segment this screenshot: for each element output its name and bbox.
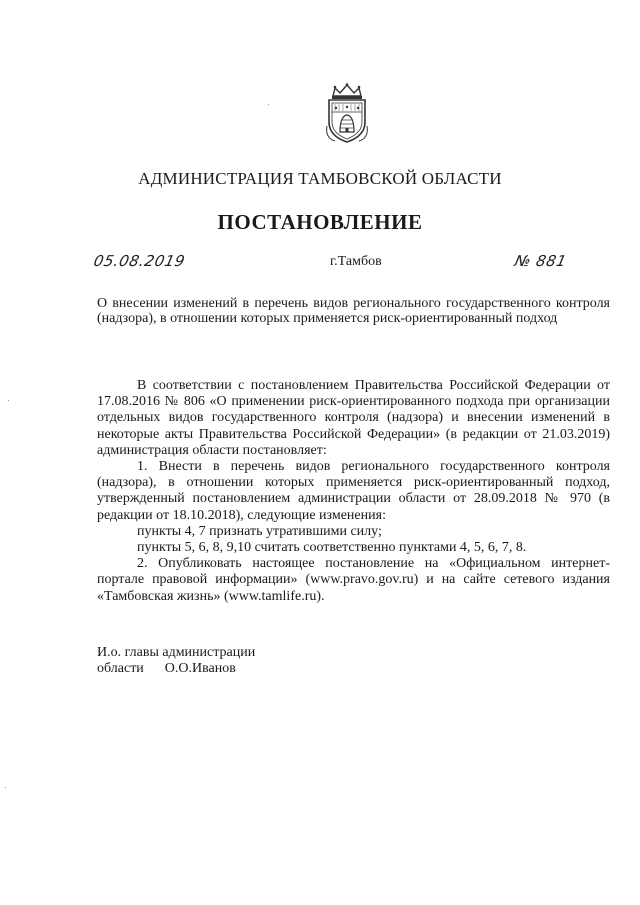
preamble-paragraph: В соответствии с постановлением Правительства Российской Федерации от 17.08.2016 № 806 «О применении риск-ориентированного подхода при организации отдельных видов государственного контроля (надзора) и внесении изменений в некоторые акты Правительства Российской Федерации» (в редакции от 21.03.2019) администрация области постановляет: [97,378,610,458]
scan-speck [268,104,269,105]
handwritten-document-number: № 881 [513,252,569,270]
signatory-name: области О.О.Иванов [97,661,236,676]
tambov-coat-of-arms-emblem [321,82,373,144]
signatory-title: И.о. главы администрации [97,645,256,660]
document-body [97,378,610,605]
scan-speck [5,787,6,788]
clause-1-item-a: пункты 4, 7 признать утратившими силу; [137,523,382,539]
clause-1-paragraph: 1. Внести в перечень видов регионального государственного контроля (надзора), в отношении которых применяется риск-ориентированный подход, утвержденный постановлением администрации области от 28.09.2018 № 970 (в редакции от 18.10.2018), следующие изменения: [97,459,610,523]
scan-speck [8,400,9,401]
clause-1-item-b: пункты 5, 6, 8, 9,10 считать соответственно пунктами 4, 5, 6, 7, 8. [137,540,527,556]
city-label: г.Тамбов [330,254,382,269]
clause-2-paragraph: 2. Опубликовать настоящее постановление на «Официальном интернет-портале правовой информации» (www.pravo.gov.ru) и на сайте сетевого издания «Тамбовская жизнь» (www.tamlife.ru). [97,556,610,604]
document-type-title: ПОСТАНОВЛЕНИЕ [217,210,423,234]
issuing-authority: АДМИНИСТРАЦИЯ ТАМБОВСКОЙ ОБЛАСТИ [138,169,502,188]
document-subject: О внесении изменений в перечень видов регионального государственного контроля (надзора), в отношении которых применяется риск-ориентированный подход [97,296,610,326]
handwritten-date: 05.08.2019 [92,252,187,270]
signature-block [97,645,255,677]
